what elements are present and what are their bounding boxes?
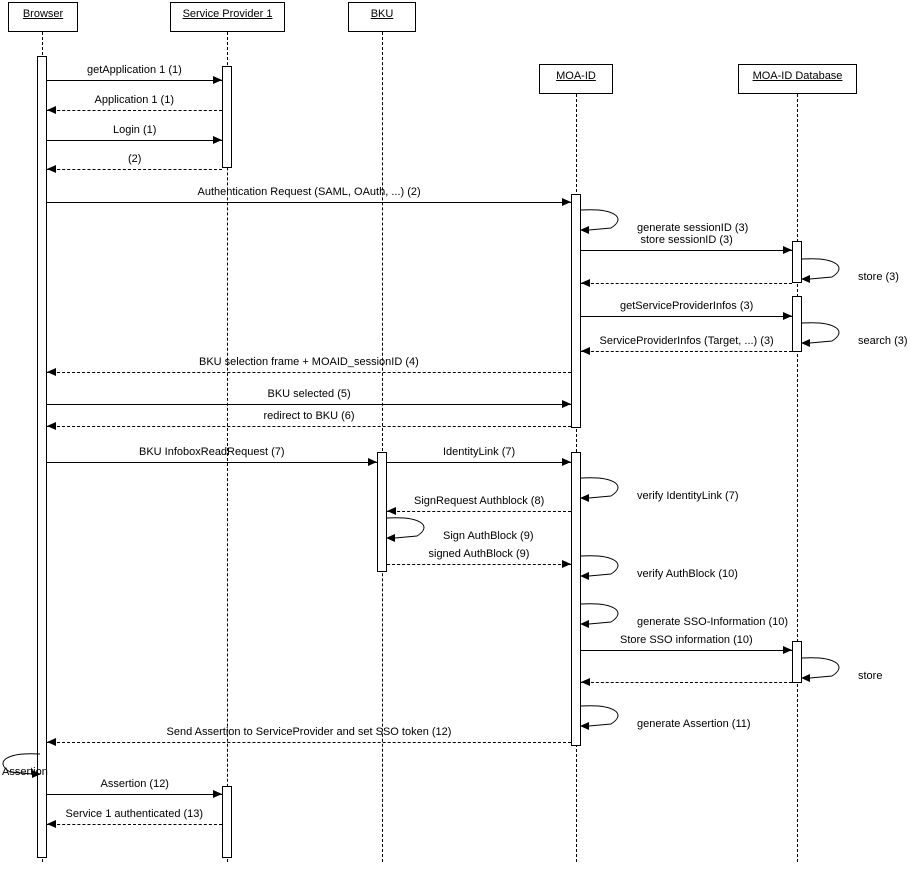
activation-bar-moaid <box>571 194 581 428</box>
message-label: generate SSO-Information (10) <box>637 616 789 628</box>
message-label: generate sessionID (3) <box>637 222 749 234</box>
message-arrowhead <box>562 198 571 206</box>
message-line <box>47 794 222 795</box>
message-label: Assertion (12) <box>100 778 169 790</box>
lifeline-head-moaid[interactable] <box>539 64 613 94</box>
self-message-24 <box>802 656 850 686</box>
activation-bar-browser <box>37 56 47 858</box>
message-line <box>47 80 222 81</box>
self-message-19 <box>387 516 435 546</box>
message-label: search (3) <box>858 335 908 347</box>
message-line <box>47 202 571 203</box>
lifeline-label: BKU <box>370 8 394 20</box>
message-label: redirect to BKU (6) <box>263 410 355 422</box>
message-label: Authentication Request (SAML, OAuth, ...) (2) <box>197 186 421 198</box>
message-label: BKU selection frame + MOAID_sessionID (4) <box>199 356 419 368</box>
self-message-22 <box>581 602 629 632</box>
message-label: generate Assertion (11) <box>637 718 751 730</box>
message-label: BKU InfoboxReadRequest (7) <box>139 446 285 458</box>
message-label: verify AuthBlock (10) <box>637 568 738 580</box>
message-label: SignRequest Authblock (8) <box>414 495 545 507</box>
lifeline-label: MOA-ID <box>556 70 596 82</box>
message-line <box>47 426 571 427</box>
message-arrowhead <box>213 76 222 84</box>
message-line <box>581 650 792 651</box>
message-line <box>47 462 377 463</box>
message-label: getApplication 1 (1) <box>87 64 182 76</box>
message-line <box>581 351 792 352</box>
message-arrowhead <box>783 312 792 320</box>
activation-bar-moaiddb <box>792 641 802 683</box>
self-message-26 <box>581 704 629 734</box>
message-label: Application 1 (1) <box>94 94 174 106</box>
message-label: signed AuthBlock (9) <box>428 548 530 560</box>
lifeline-moaiddb <box>797 94 798 862</box>
message-arrowhead <box>581 279 590 287</box>
self-message-21 <box>581 554 629 584</box>
message-arrowhead <box>47 165 56 173</box>
self-message-5 <box>581 208 629 238</box>
message-line <box>47 140 222 141</box>
message-line <box>581 682 792 683</box>
message-label: Assertion <box>2 766 48 778</box>
message-label: verify IdentityLink (7) <box>637 490 739 502</box>
message-label: Service 1 authenticated (13) <box>65 808 204 820</box>
message-label: Login (1) <box>113 124 157 136</box>
message-line <box>387 511 571 512</box>
message-label: (2) <box>128 153 142 165</box>
activation-bar-sp1 <box>222 66 232 168</box>
lifeline-head-bku[interactable] <box>348 2 416 32</box>
message-arrowhead <box>562 400 571 408</box>
message-line <box>47 824 222 825</box>
message-arrowhead <box>47 368 56 376</box>
message-arrowhead <box>47 738 56 746</box>
lifeline-head-moaiddb[interactable] <box>738 64 857 94</box>
lifeline-label: Browser <box>22 8 64 20</box>
message-line <box>47 169 222 170</box>
message-line <box>47 404 571 405</box>
message-arrowhead <box>783 646 792 654</box>
message-line <box>581 283 792 284</box>
message-arrowhead <box>387 507 396 515</box>
message-line <box>581 250 792 251</box>
self-message-7 <box>802 257 850 287</box>
message-arrowhead <box>562 458 571 466</box>
message-arrowhead <box>581 678 590 686</box>
message-arrowhead <box>213 136 222 144</box>
message-arrowhead <box>581 347 590 355</box>
message-label: Store SSO information (10) <box>620 634 753 646</box>
message-line <box>47 742 571 743</box>
message-arrowhead <box>47 422 56 430</box>
message-line <box>47 372 571 373</box>
message-arrowhead <box>47 106 56 114</box>
message-label: getServiceProviderInfos (3) <box>620 300 754 312</box>
activation-bar-bku <box>377 452 387 572</box>
message-arrowhead <box>783 246 792 254</box>
activation-bar-sp1 <box>222 786 232 858</box>
message-label: store <box>858 670 883 682</box>
message-arrowhead <box>562 560 571 568</box>
message-line <box>581 316 792 317</box>
message-label: IdentityLink (7) <box>443 446 516 458</box>
message-label: store sessionID (3) <box>640 234 733 246</box>
message-label: store (3) <box>858 271 899 283</box>
message-line <box>387 462 571 463</box>
message-line <box>387 564 571 565</box>
message-arrowhead <box>368 458 377 466</box>
lifeline-head-browser[interactable] <box>8 2 78 32</box>
self-message-10 <box>802 321 850 351</box>
lifeline-label: Service Provider 1 <box>182 8 273 20</box>
lifeline-head-sp1[interactable] <box>170 2 285 32</box>
activation-bar-moaiddb <box>792 241 802 283</box>
message-label: ServiceProviderInfos (Target, ...) (3) <box>599 335 774 347</box>
message-label: Sign AuthBlock (9) <box>443 530 534 542</box>
message-line <box>47 110 222 111</box>
message-arrowhead <box>47 820 56 828</box>
activation-bar-moaiddb <box>792 296 802 352</box>
activation-bar-moaid <box>571 452 581 746</box>
message-arrowhead <box>213 790 222 798</box>
lifeline-label: MOA-ID Database <box>752 70 843 82</box>
self-message-17 <box>581 476 629 506</box>
message-label: BKU selected (5) <box>267 388 351 400</box>
message-label: Send Assertion to ServiceProvider and set SSO token (12) <box>166 726 452 738</box>
